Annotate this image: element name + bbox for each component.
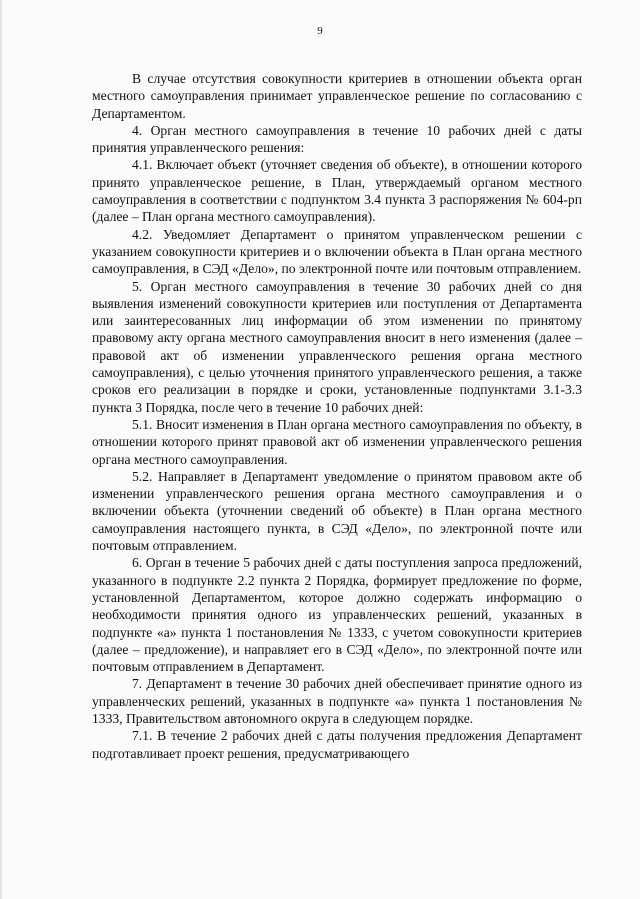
paragraph-5-1: 5.1. Вносит изменения в План органа местного самоуправления по объекту, в отношении которого принят правовой акт об изменении управленческого решения органа местного самоуправления.: [92, 416, 582, 467]
paragraph-6: 6. Орган в течение 5 рабочих дней с даты поступления запроса предложений, указанного в подпункте 2.2 пункта 2 Порядка, формирует предложение по форме, установленной Департаментом, которое должно содержать информацию о необходимости принятия одного из управленческих решений, указанных в подпункте «а» пункта 1 постановления № 1333, с учетом совокупности критериев (далее – предложение), и направляет его в СЭД «Дело», по электронной почте или почтовым отправлением в Департамент.: [92, 555, 582, 675]
paragraph-no-criteria: В случае отсутствия совокупности критериев в отношении объекта орган местного самоуправления принимает управленческое решение по согласованию с Департаментом.: [92, 71, 582, 121]
document-body: [92, 70, 582, 762]
paragraph-4-2: 4.2. Уведомляет Департамент о принятом управленческом решении с указанием совокупности критериев и о включении объекта в План органа местного самоуправления, в СЭД «Дело», по электронной почте или почтовым отправлением.: [92, 226, 582, 277]
page-number: 9: [317, 25, 323, 37]
paragraph-7-1: 7.1. В течение 2 рабочих дней с даты получения предложения Департамент подготавливает проект решения, предусматривающего: [92, 728, 582, 761]
paragraph-4-1: 4.1. Включает объект (уточняет сведения об объекте), в отношении которого принято управленческое решение, в План, утверждаемый органом местного самоуправления в соответствии с подпунктом 3.4 пункта 3 распоряжения № 604-рп (далее – План органа местного самоуправления).: [92, 157, 582, 225]
paragraph-5: 5. Орган местного самоуправления в течение 30 рабочих дней со дня выявления изменений совокупности критериев или поступления от Департамента или заинтересованных лиц информации об этом изменении по принятому правовому акту органа местного самоуправления вносит в него изменения (далее – правовой акт об изменении управленческого решения органа местного самоуправления), с целью уточнения принятого управленческого решения, а также сроков его реализации в порядке и сроки, установленные подпунктами 3.1-3.3 пункта 3 Порядка, после чего в течение 10 рабочих дней:: [92, 278, 582, 415]
paragraph-4: 4. Орган местного самоуправления в течение 10 рабочих дней с даты принятия управленческого решения:: [92, 122, 582, 156]
paragraph-7: 7. Департамент в течение 30 рабочих дней обеспечивает принятие одного из управленческих решений, указанных в подпункте «а» пункта 1 постановления № 1333, Правительством автономного округа в следующем порядке.: [92, 676, 582, 726]
paragraph-5-2: 5.2. Направляет в Департамент уведомление о принятом правовом акте об изменении управленческого решения органа местного самоуправления и о включении объекта (уточнении сведений об объекте) в План органа местного самоуправления настоящего пункта, в СЭД «Дело», по электронной почте или почтовым отправлением.: [92, 468, 582, 554]
scan-edge-shadow: [0, 0, 3, 899]
